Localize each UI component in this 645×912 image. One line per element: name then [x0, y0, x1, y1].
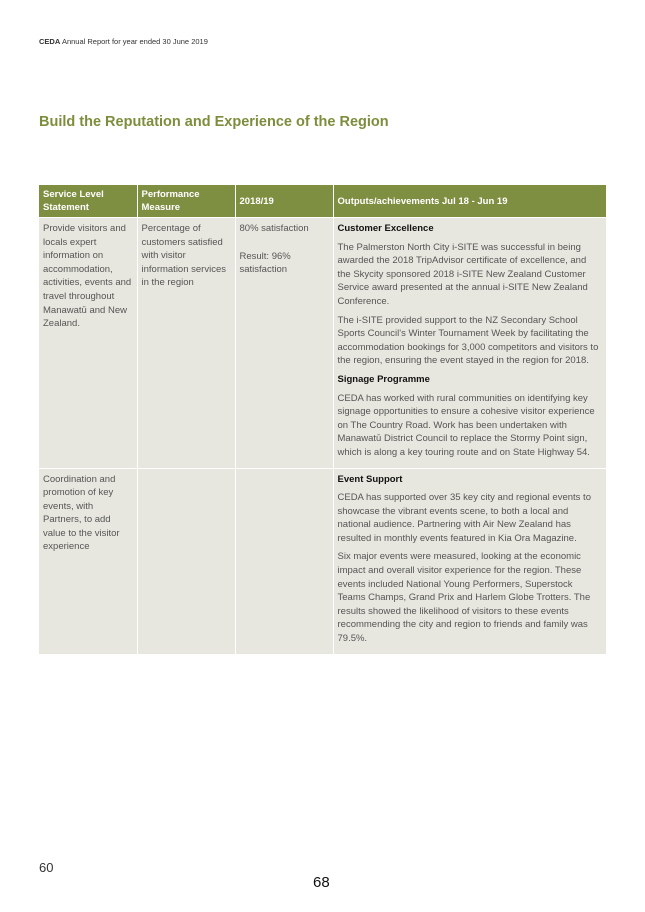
- outputs-cell: [333, 218, 606, 469]
- output-paragraph: The i-SITE provided support to the NZ Secondary School Sports Council's Winter Tournament Week by facilitating the accommodation bookings for 3,000 competitors and visitors to the region, ensuring the event stayed in the region for 2018.: [337, 314, 599, 367]
- output-paragraph: CEDA has supported over 35 key city and regional events to showcase the vibrant events scene, to both a local and national audience. Partnering with Air New Zealand has resulted in monthly events featured in Kia Ora Magazine.: [337, 492, 591, 544]
- column-header-measure: Performance Measure: [137, 185, 235, 218]
- pdf-page-number: 68: [313, 874, 330, 891]
- outputs-cell: [333, 468, 606, 654]
- measure-cell: [137, 468, 235, 654]
- output-heading: Event Support: [337, 473, 403, 485]
- output-heading: Signage Programme: [337, 373, 430, 385]
- page-number: 60: [39, 860, 54, 875]
- result-cell: [235, 218, 333, 469]
- output-paragraph: Six major events were measured, looking at the economic impact and overall visitor experience for the region. These events included National Young Performers, Superstock Teams Champs, Grand Prix and Harlem Globe Trotters. The results showed the likelihood of visitors to these events recommending the city and region to friends and family was 79.5%.: [337, 551, 591, 645]
- result-cell: [235, 468, 333, 654]
- column-header-outputs: Outputs/achievements Jul 18 - Jun 19: [333, 185, 606, 218]
- output-paragraph: The Palmerston North City i-SITE was successful in being awarded the 2018 TripAdvisor certificate of excellence, and the Skycity sponsored 2018 i-SITE New Zealand Customer Service award presented at the annual i-SITE New Zealand Conference.: [337, 241, 588, 307]
- table-row: [39, 468, 606, 654]
- performance-table: [39, 185, 606, 654]
- table-row: [39, 218, 606, 469]
- header-subtitle: Annual Report for year ended 30 June 2019: [61, 37, 208, 46]
- result-value: Result: 96% satisfaction: [239, 250, 291, 276]
- table-header-row: [39, 185, 606, 218]
- running-header: [39, 37, 208, 46]
- measure-cell: Percentage of customers satisfied with visitor information services in the region: [137, 218, 235, 469]
- statement-cell: Provide visitors and locals expert information on accommodation, activities, events and travel throughout Manawatū and New Zealand.: [39, 218, 137, 469]
- column-header-year: 2018/19: [235, 185, 333, 218]
- statement-cell: Coordination and promotion of key events, with Partners, to add value to the visitor experience: [39, 468, 137, 654]
- target-value: 80% satisfaction: [239, 223, 309, 234]
- output-heading: Customer Excellence: [337, 223, 434, 234]
- header-org: CEDA: [39, 37, 61, 46]
- column-header-statement: Service Level Statement: [39, 185, 137, 218]
- output-paragraph: CEDA has worked with rural communities on identifying key signage opportunities to ensure a cohesive visitor experience on The Country Road. Work has been undertaken with Manawatū District Council to replace the Stormy Point sign, which is along a key touring route and on State Highway 54.: [337, 392, 595, 458]
- section-title: Build the Reputation and Experience of the Region: [39, 114, 389, 130]
